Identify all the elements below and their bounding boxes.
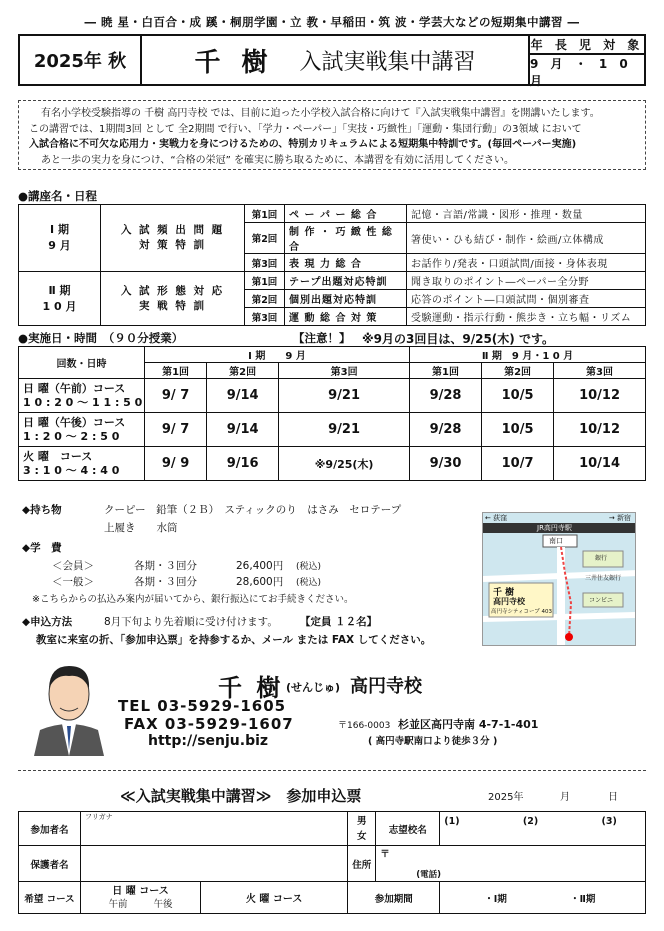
term-cell xyxy=(19,272,101,326)
table-row xyxy=(19,272,646,290)
session-detail: 箸使い・ひも結び・制作・絵画/立体構成 xyxy=(407,223,646,254)
contact-branch: 高円寺校 xyxy=(350,676,422,697)
phone-label: (電話) xyxy=(416,870,442,880)
contact-reading: (せんじゅ) xyxy=(286,681,341,694)
session-detail: お話作り/発表・口頭試問/面接・身体表現 xyxy=(407,254,646,272)
choice-2: (2) xyxy=(522,816,539,827)
target-months: 9 月 ・ 1 0 月 xyxy=(530,57,632,88)
school-name: 千 樹 xyxy=(194,47,274,78)
fee-general-tax: (税込) xyxy=(296,578,322,588)
session-header: 第2回 xyxy=(207,363,279,379)
session-detail: 応答のポイント―口頭試問・個別審査 xyxy=(407,290,646,308)
contact-zip: 〒166-0003 xyxy=(338,721,391,731)
session-name: 表 現 力 総 合 xyxy=(285,254,407,272)
period-2-option: ・Ⅱ期 xyxy=(570,893,596,905)
address-label: 住所 xyxy=(348,846,376,882)
fee-member-label: ＜会員＞ xyxy=(52,560,94,572)
map-station: JR高円寺駅 xyxy=(537,524,572,532)
session-detail: 受験運動・指示行動・熊歩き・立ち幅・リズム xyxy=(407,308,646,326)
fee-general-price: 28,600円 xyxy=(236,576,284,588)
session-name: 個別出題対応特訓 xyxy=(285,290,407,308)
course-time: 1 0 : 2 0 ～ 1 1 : 5 0 xyxy=(23,395,143,409)
intro-box xyxy=(18,100,646,170)
header-target xyxy=(530,36,644,88)
map-exit: 南口 xyxy=(549,537,563,545)
session-num: 第2回 xyxy=(245,290,285,308)
top-banner: ― 暁 星・白百合・成 蹊・桐朋学園・立 教・早稲田・筑 波・学芸大などの短期集中講習 ― xyxy=(84,15,580,29)
intro-line: この講習では、1期間3回 として 全2期間 で行い、「学力・ペーパー」「実技・巧緻性」「運動・集団行動」の3領域 において xyxy=(29,123,582,135)
map-school: 千 樹 xyxy=(493,588,515,598)
school-location-pin xyxy=(565,633,573,641)
form-month: 月 xyxy=(560,792,570,803)
items-line2: 上履き 水筒 xyxy=(104,522,178,534)
name-label: 参加者名 xyxy=(19,812,81,846)
session-detail: 記憶・言語/常識・図形・推理・数量 xyxy=(407,205,646,223)
zip-mark: 〒 xyxy=(380,849,390,860)
session-name: ペ ー パ ー 総 合 xyxy=(285,205,407,223)
session-name: テープ出題対応特訓 xyxy=(285,272,407,290)
term-month: 1 0 月 xyxy=(42,299,77,313)
intro-line: 有名小学校受験指導の 千樹 高円寺校 では、目前に迫った小学校入試合格に向けて『入試実戦集中講習』を開講いたします。 xyxy=(41,108,600,119)
intro-line: 入試合格に不可欠な応用力・実戦力を身につけるための、特別カリキュラムによる短期集中特訓です。(毎回ペーパー実施) xyxy=(29,139,577,150)
session-header: 第1回 xyxy=(145,363,207,379)
fee-member-tax: (税込) xyxy=(296,562,322,572)
course-time: 1 : 2 0 ～ 2 : 5 0 xyxy=(23,429,120,443)
address-field[interactable] xyxy=(376,846,646,882)
term1-header: Ⅰ 期 9 月 xyxy=(145,347,410,363)
guardian-label: 保護者名 xyxy=(19,846,81,882)
items-label: ◆持ち物 xyxy=(22,504,62,516)
contact-fax: FAX 03-5929-1607 xyxy=(124,715,294,733)
session-num: 第1回 xyxy=(245,205,285,223)
contact-tel: TEL 03-5929-1605 xyxy=(118,697,287,715)
form-title: ≪入試実戦集中講習≫ 参加申込票 xyxy=(120,787,362,805)
period-label: 参加期間 xyxy=(348,882,440,914)
school-choices[interactable] xyxy=(440,812,646,846)
session-num: 第2回 xyxy=(245,223,285,254)
fees-label: ◆学 費 xyxy=(22,542,62,554)
gender-male: 男 xyxy=(357,815,367,827)
course-name: 日 曜（午後）コース xyxy=(23,415,126,429)
session-num: 第3回 xyxy=(245,254,285,272)
session-name: 制 作 ・ 巧 緻 性 総 合 xyxy=(285,223,407,254)
table-row xyxy=(19,812,646,846)
dates-title: ●実施日・時間 （９０分授業） xyxy=(18,331,184,345)
am-option: 午前 xyxy=(108,898,128,910)
map-conv: コンビニ xyxy=(589,597,614,604)
date-cell: 9/14 xyxy=(207,413,279,447)
date-cell: 9/28 xyxy=(410,379,482,413)
access-map xyxy=(482,512,636,646)
furigana-label: フリガナ xyxy=(85,813,113,821)
date-cell: ※9/25(木) xyxy=(279,447,410,481)
sunday-course-option[interactable] xyxy=(81,882,201,914)
session-header: 第3回 xyxy=(279,363,410,379)
notice-label: 【注意！】 xyxy=(293,331,351,345)
table-row xyxy=(19,205,646,223)
form-day: 日 xyxy=(608,792,618,803)
map-bank: 銀行 xyxy=(595,555,608,562)
target-age: 年 長 児 対 象 xyxy=(530,36,644,55)
kind-line: 実 戦 特 訓 xyxy=(139,299,206,312)
term-label: Ⅱ 期 xyxy=(48,283,71,297)
date-cell: 10/7 xyxy=(482,447,554,481)
header-title-box xyxy=(142,36,530,84)
gender-female: 女 xyxy=(357,830,367,842)
fee-general-label: ＜一般＞ xyxy=(52,576,94,588)
date-cell: 10/12 xyxy=(554,413,646,447)
term-cell xyxy=(19,205,101,272)
date-cell: 9/ 7 xyxy=(145,379,207,413)
items-line1: クーピー 鉛筆（２Ｂ） スティックのり はさみ セロテープ xyxy=(104,504,402,516)
gender-cell[interactable] xyxy=(348,812,376,846)
fee-general-detail: 各期・３回分 xyxy=(134,576,197,588)
date-cell: 9/30 xyxy=(410,447,482,481)
table-row xyxy=(19,447,646,481)
kind-cell xyxy=(101,272,245,326)
course-cell xyxy=(19,379,145,413)
map-west: ← 荻窪 xyxy=(485,514,508,522)
session-name: 運 動 総 合 対 策 xyxy=(285,308,407,326)
course-title: 入試実戦集中講習 xyxy=(299,49,476,75)
form-year: 2025年 xyxy=(488,792,524,803)
schedule-title: ●講座名・日程 xyxy=(18,189,98,203)
table-row xyxy=(19,379,646,413)
session-num: 第1回 xyxy=(245,272,285,290)
date-cell: 10/5 xyxy=(482,379,554,413)
dates-col-header: 回数・日時 xyxy=(19,347,145,379)
term2-header: Ⅱ 期 9 月・1 0 月 xyxy=(410,347,646,363)
course-cell xyxy=(19,413,145,447)
apply-text1: 8月下旬より先着順に受け付けます。 xyxy=(104,616,278,628)
intro-line: あと一歩の実力を身につけ、“合格の栄冠” を確実に勝ち取るために、本講習を有効に活用してください。 xyxy=(41,154,514,166)
fee-member-price: 26,400円 xyxy=(236,560,284,572)
map-building: 高円寺シティコープ 403 xyxy=(491,609,553,615)
map-school-branch: 高円寺校 xyxy=(493,597,525,606)
course-name: 火 曜 コース xyxy=(23,449,93,463)
term-month: 9 月 xyxy=(48,239,71,252)
table-row xyxy=(19,413,646,447)
term-label: Ⅰ 期 xyxy=(50,223,69,236)
cut-line xyxy=(18,770,646,771)
name-field[interactable] xyxy=(81,812,348,846)
contact-address: 杉並区高円寺南 4-7-1-401 xyxy=(398,718,539,731)
schedule-table xyxy=(18,204,646,326)
notice-text: ※9月の3回目は、9/25(木) です。 xyxy=(362,332,554,346)
map-shop: 三井住友銀行 xyxy=(585,575,622,582)
fee-note: ※こちらからの払込み案内が届いてから、銀行振込にてお手続きください。 xyxy=(32,594,354,605)
session-num: 第3回 xyxy=(245,308,285,326)
session-detail: 聞き取りのポイント―ペーパー全分野 xyxy=(407,272,646,290)
period-1-option: ・Ⅰ期 xyxy=(484,893,507,905)
date-cell: 10/14 xyxy=(554,447,646,481)
session-header: 第2回 xyxy=(482,363,554,379)
fee-member-detail: 各期・３回分 xyxy=(134,560,197,572)
kind-line: 入 試 形 態 対 応 xyxy=(120,284,225,297)
school-label: 志望校名 xyxy=(376,812,440,846)
apply-label: ◆申込方法 xyxy=(22,616,73,628)
table-row xyxy=(19,347,646,363)
dates-table xyxy=(18,346,646,481)
period-options[interactable] xyxy=(440,882,646,914)
tuesday-course-option[interactable]: 火 曜 コース xyxy=(201,882,348,914)
contact-access: ( 高円寺駅南口より徒歩３分 ) xyxy=(368,736,498,747)
date-cell: 9/21 xyxy=(279,413,410,447)
kind-line: 入 試 頻 出 問 題 xyxy=(120,224,225,236)
date-cell: 10/12 xyxy=(554,379,646,413)
session-header: 第1回 xyxy=(410,363,482,379)
sunday-course-label: 日 曜 コース xyxy=(112,885,169,897)
course-name: 日 曜（午前）コース xyxy=(23,381,126,395)
date-cell: 9/ 9 xyxy=(145,447,207,481)
choice-3: (3) xyxy=(601,816,617,827)
table-row xyxy=(19,846,646,882)
date-cell: 9/28 xyxy=(410,413,482,447)
date-cell: 10/5 xyxy=(482,413,554,447)
apply-capacity: 【定員 １２名】 xyxy=(300,616,378,628)
date-cell: 9/16 xyxy=(207,447,279,481)
map-east: → 新宿 xyxy=(608,514,631,522)
session-header: 第3回 xyxy=(554,363,646,379)
teacher-illustration xyxy=(30,660,108,756)
choice-1: (1) xyxy=(444,816,460,827)
date-cell: 9/ 7 xyxy=(145,413,207,447)
course-time: 3 : 1 0 ～ 4 : 4 0 xyxy=(23,463,120,477)
course-label: 希望 コース xyxy=(19,882,81,914)
date-cell: 9/21 xyxy=(279,379,410,413)
apply-text2: 教室に来室の折、「参加申込票」を持参するか、メール または FAX してください。 xyxy=(36,634,432,646)
guardian-field[interactable] xyxy=(81,846,348,882)
header-year: 2025年 秋 xyxy=(20,36,142,84)
contact-school-name: 千 樹 xyxy=(218,674,284,702)
table-row xyxy=(19,882,646,914)
course-cell xyxy=(19,447,145,481)
header xyxy=(18,34,646,86)
pm-option: 午後 xyxy=(153,898,173,910)
application-form xyxy=(18,811,646,914)
kind-cell xyxy=(101,205,245,272)
contact-url[interactable]: http://senju.biz xyxy=(148,733,269,749)
kind-line: 対 策 特 訓 xyxy=(139,239,206,251)
date-cell: 9/14 xyxy=(207,379,279,413)
